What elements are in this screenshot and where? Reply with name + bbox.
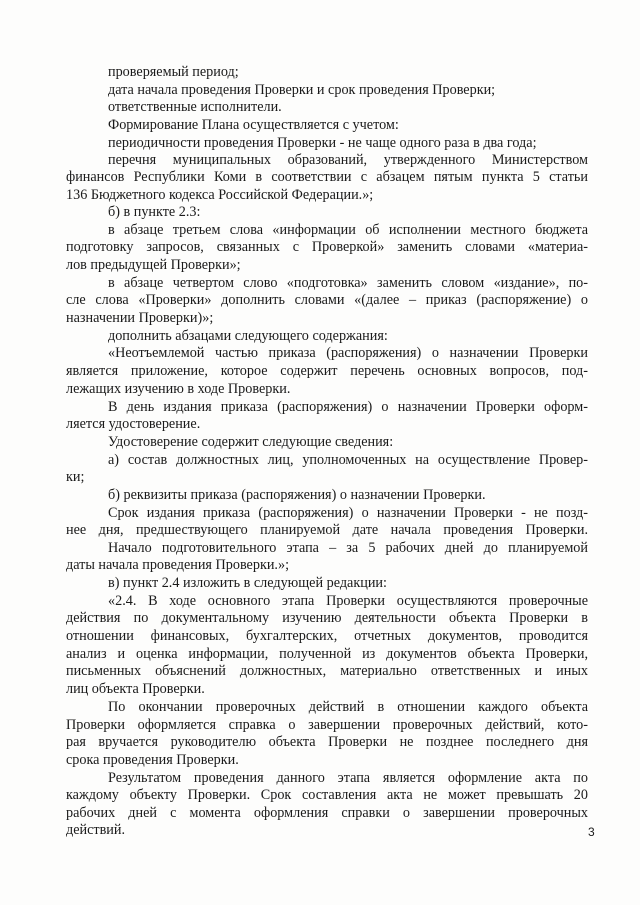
text-line: Проверки оформляется справка о завершении проверочных действий, кото-	[66, 717, 588, 733]
text-line: действий.	[66, 822, 126, 838]
text-line: каждому объекту Проверки. Срок составления акта не может превышать 20	[66, 787, 588, 803]
text-line: а) состав должностных лиц, уполномоченных на осуществление Провер-	[108, 452, 588, 468]
text-line: финансов Республики Коми в соответствии с абзацем пятым пункта 5 статьи	[66, 169, 588, 185]
text-line: в абзаце третьем слова «информации об исполнении местного бюджета	[108, 222, 588, 238]
text-line: отношении финансовых, бухгалтерских, отчетных документов, проводится	[66, 628, 588, 644]
text-line: проверяемый период;	[108, 64, 239, 80]
text-line: Удостоверение содержит следующие сведения:	[108, 434, 394, 450]
text-line: В день издания приказа (распоряжения) о назначении Проверки оформ-	[108, 399, 588, 415]
text-line: Срок издания приказа (распоряжения) о назначении Проверки - не позд-	[108, 505, 588, 521]
text-line: в абзаце четвертом слово «подготовка» заменить словом «издание», по-	[108, 275, 588, 291]
text-line: «2.4. В ходе основного этапа Проверки осуществляются проверочные	[108, 593, 588, 609]
text-line: подготовку запросов, связанных с Проверкой» заменить словами «материа-	[66, 239, 588, 255]
text-line: лиц объекта Проверки.	[66, 681, 205, 697]
text-line: нее дня, предшествующего планируемой дате начала проведения Проверки.	[66, 522, 588, 538]
text-line: Начало подготовительного этапа – за 5 рабочих дней до планируемой	[108, 540, 588, 556]
text-line: дополнить абзацами следующего содержания:	[108, 328, 388, 344]
text-line: даты начала проведения Проверки.»;	[66, 557, 290, 573]
text-line: периодичности проведения Проверки - не чаще одного раза в два года;	[108, 135, 537, 151]
text-line: По окончании проверочных действий в отношении каждого объекта	[108, 699, 588, 715]
page-number: 3	[588, 825, 595, 839]
text-line: Результатом проведения данного этапа является оформление акта по	[108, 770, 588, 786]
text-line: письменных объяснений должностных, материально ответственных и иных	[66, 663, 588, 679]
text-line: лов предыдущей Проверки»;	[66, 257, 241, 273]
text-line: ответственные исполнители.	[108, 99, 282, 115]
text-line: б) в пункте 2.3:	[108, 204, 201, 220]
text-line: 136 Бюджетного кодекса Российской Федерации.»;	[66, 187, 374, 203]
text-line: «Неотъемлемой частью приказа (распоряжения) о назначении Проверки	[108, 345, 588, 361]
text-line: перечня муниципальных образований, утвержденного Министерством	[108, 152, 588, 168]
text-line: ки;	[66, 469, 85, 485]
text-line: является приложение, которое содержит перечень основных вопросов, под-	[66, 363, 588, 379]
text-line: срока проведения Проверки.	[66, 752, 239, 768]
text-line: ляется удостоверение.	[66, 416, 201, 432]
text-line: рая вручается руководителю объекта Проверки не позднее последнего дня	[66, 734, 588, 750]
text-line: в) пункт 2.4 изложить в следующей редакции:	[108, 575, 387, 591]
text-line: б) реквизиты приказа (распоряжения) о назначении Проверки.	[108, 487, 486, 503]
text-line: сле слова «Проверки» дополнить словами «(далее – приказ (распоряжение) о	[66, 292, 588, 308]
text-line: назначении Проверки)»;	[66, 310, 214, 326]
text-line: анализ и оценка информации, полученной из документов объекта Проверки,	[66, 646, 588, 662]
text-line: рабочих дней с момента оформления справки о завершении проверочных	[66, 805, 588, 821]
text-line: действия по документальному изучению деятельности объекта Проверки в	[66, 610, 588, 626]
text-line: дата начала проведения Проверки и срок проведения Проверки;	[108, 82, 496, 98]
text-line: лежащих изучению в ходе Проверки.	[66, 381, 291, 397]
text-line: Формирование Плана осуществляется с учетом:	[108, 117, 399, 133]
